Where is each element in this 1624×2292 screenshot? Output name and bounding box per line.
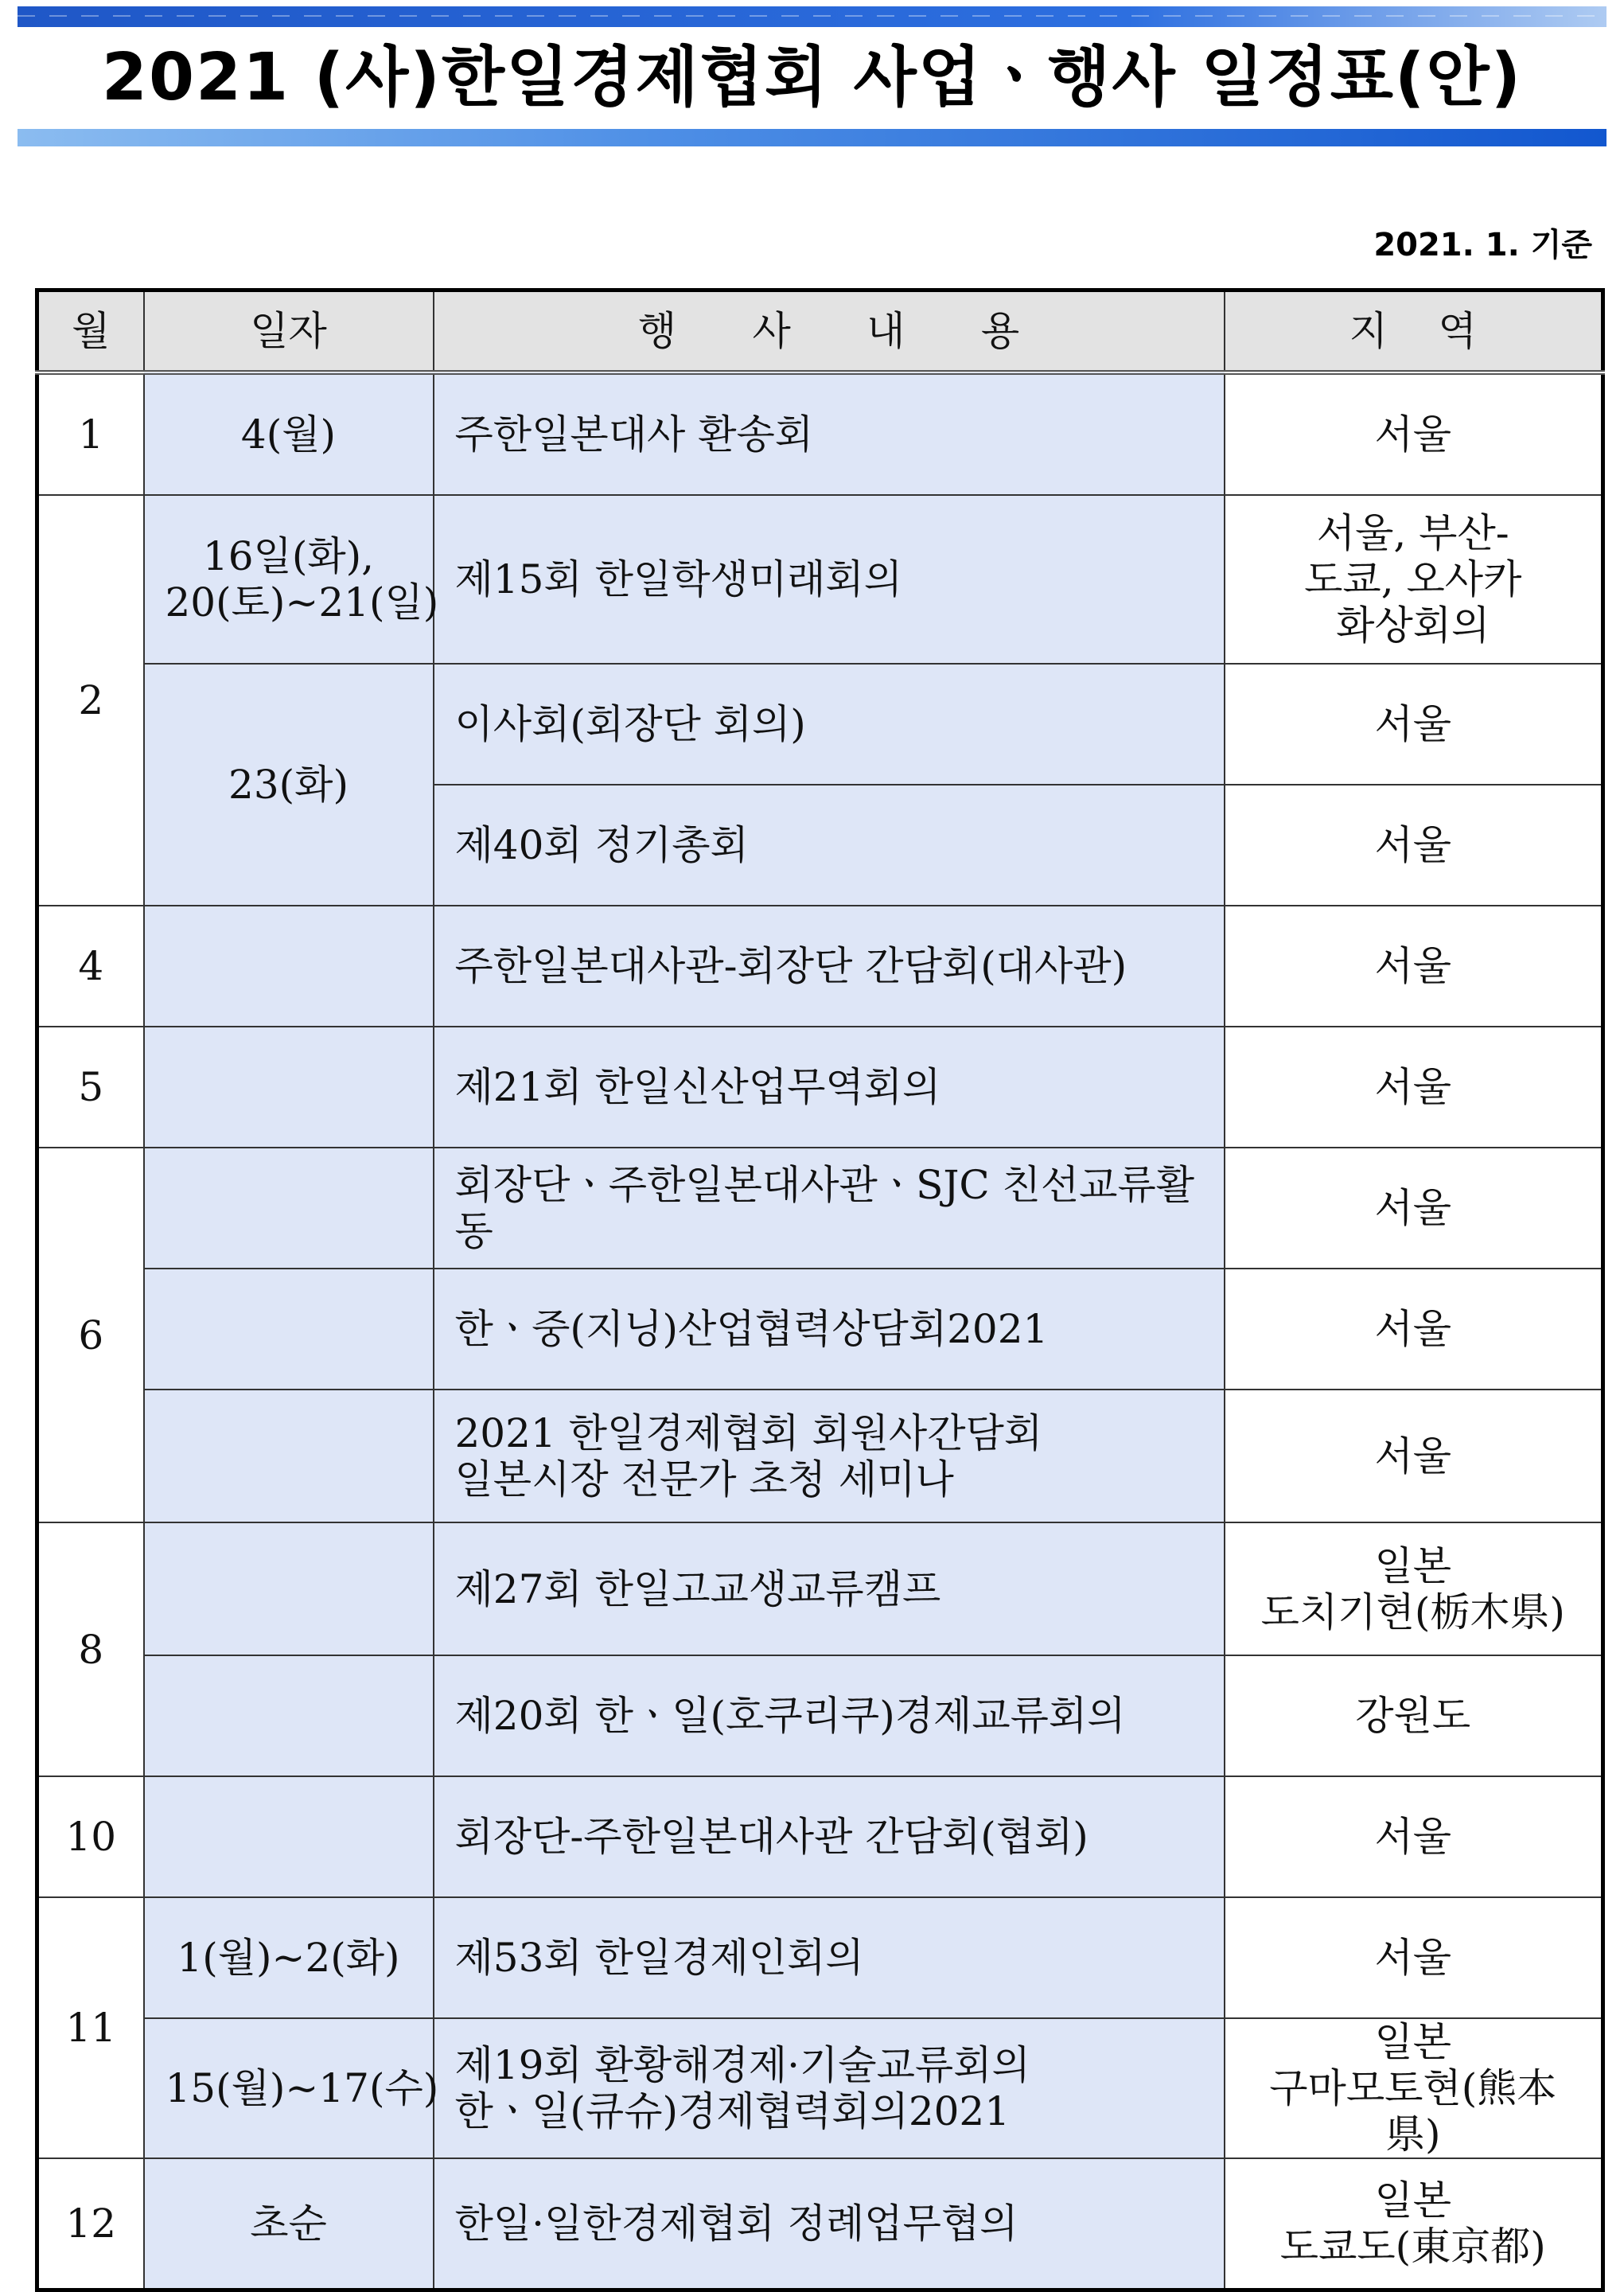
table-row <box>37 2018 1603 2158</box>
region-cell: 서울 <box>1225 664 1603 785</box>
region-cell: 일본 도쿄도(東京都) <box>1225 2158 1603 2290</box>
event-cell: 주한일본대사관-회장단 간담회(대사관) <box>434 906 1225 1027</box>
event-cell: 제40회 정기총회 <box>434 785 1225 906</box>
date-cell <box>144 906 434 1027</box>
event-cell: 제27회 한일고교생교류캠프 <box>434 1522 1225 1655</box>
table-row <box>37 495 1603 664</box>
region-cell: 서울 <box>1225 1897 1603 2018</box>
date-cell <box>144 1522 434 1655</box>
month-cell: 6 <box>37 1148 144 1522</box>
title-bottom-bar <box>18 129 1606 146</box>
schedule-table <box>35 288 1605 2292</box>
region-cell: 서울 <box>1225 372 1603 495</box>
header-month: 월 <box>37 290 144 373</box>
table-row <box>37 1027 1603 1148</box>
table-row <box>37 1148 1603 1269</box>
month-cell: 12 <box>37 2158 144 2290</box>
table-row <box>37 906 1603 1027</box>
event-cell: 제15회 한일학생미래회의 <box>434 495 1225 664</box>
date-cell: 초순 <box>144 2158 434 2290</box>
table-row <box>37 1776 1603 1897</box>
table-row <box>37 1522 1603 1655</box>
header-content: 행 사 내 용 <box>434 290 1225 373</box>
event-cell: 회장단-주한일본대사관 간담회(협회) <box>434 1776 1225 1897</box>
table-row <box>37 1655 1603 1776</box>
region-cell: 강원도 <box>1225 1655 1603 1776</box>
month-cell: 8 <box>37 1522 144 1776</box>
event-cell: 제19회 환황해경제·기술교류회의 한ㆍ일(큐슈)경제협력회의2021 <box>434 2018 1225 2158</box>
table-row <box>37 1390 1603 1522</box>
date-cell: 15(월)~17(수) <box>144 2018 434 2158</box>
region-cell: 일본 구마모토현(熊本県) <box>1225 2018 1603 2158</box>
event-cell: 회장단ㆍ주한일본대사관ㆍSJC 친선교류활동 <box>434 1148 1225 1269</box>
header-date: 일자 <box>144 290 434 373</box>
month-cell: 1 <box>37 372 144 495</box>
region-cell: 일본 도치기현(栃木県) <box>1225 1522 1603 1655</box>
date-cell: 16일(화), 20(토)~21(일) <box>144 495 434 664</box>
date-cell <box>144 1776 434 1897</box>
date-cell <box>144 1269 434 1390</box>
region-cell: 서울 <box>1225 1776 1603 1897</box>
page-title: 2021 (사)한일경제협회 사업ㆍ행사 일정표(안) <box>101 40 1523 115</box>
event-cell: 제21회 한일신산업무역회의 <box>434 1027 1225 1148</box>
date-cell: 4(월) <box>144 372 434 495</box>
event-cell: 2021 한일경제협회 회원사간담회 일본시장 전문가 초청 세미나 <box>434 1390 1225 1522</box>
table-row <box>37 2158 1603 2290</box>
month-cell: 4 <box>37 906 144 1027</box>
month-cell: 11 <box>37 1897 144 2158</box>
event-cell: 제53회 한일경제인회의 <box>434 1897 1225 2018</box>
region-cell: 서울 <box>1225 1027 1603 1148</box>
title-top-bar <box>18 6 1606 27</box>
region-cell: 서울, 부산- 도쿄, 오사카 화상회의 <box>1225 495 1603 664</box>
region-cell: 서울 <box>1225 1148 1603 1269</box>
table-header-row <box>37 290 1603 373</box>
table-row <box>37 664 1603 785</box>
date-cell <box>144 1027 434 1148</box>
month-cell: 10 <box>37 1776 144 1897</box>
date-cell <box>144 1148 434 1269</box>
table-row <box>37 1897 1603 2018</box>
date-cell <box>144 1655 434 1776</box>
event-cell: 이사회(회장단 회의) <box>434 664 1225 785</box>
event-cell: 한ㆍ중(지닝)산업협력상담회2021 <box>434 1269 1225 1390</box>
date-cell: 23(화) <box>144 664 434 906</box>
date-cell: 1(월)~2(화) <box>144 1897 434 2018</box>
event-cell: 한일·일한경제협회 정례업무협의 <box>434 2158 1225 2290</box>
event-cell: 제20회 한ㆍ일(호쿠리쿠)경제교류회의 <box>434 1655 1225 1776</box>
month-cell: 2 <box>37 495 144 906</box>
region-cell: 서울 <box>1225 785 1603 906</box>
region-cell: 서울 <box>1225 1390 1603 1522</box>
header-region: 지 역 <box>1225 290 1603 373</box>
date-cell <box>144 1390 434 1522</box>
table-row <box>37 372 1603 495</box>
event-cell: 주한일본대사 환송회 <box>434 372 1225 495</box>
region-cell: 서울 <box>1225 1269 1603 1390</box>
region-cell: 서울 <box>1225 906 1603 1027</box>
table-row <box>37 1269 1603 1390</box>
month-cell: 5 <box>37 1027 144 1148</box>
date-reference: 2021. 1. 기준 <box>1373 227 1592 263</box>
